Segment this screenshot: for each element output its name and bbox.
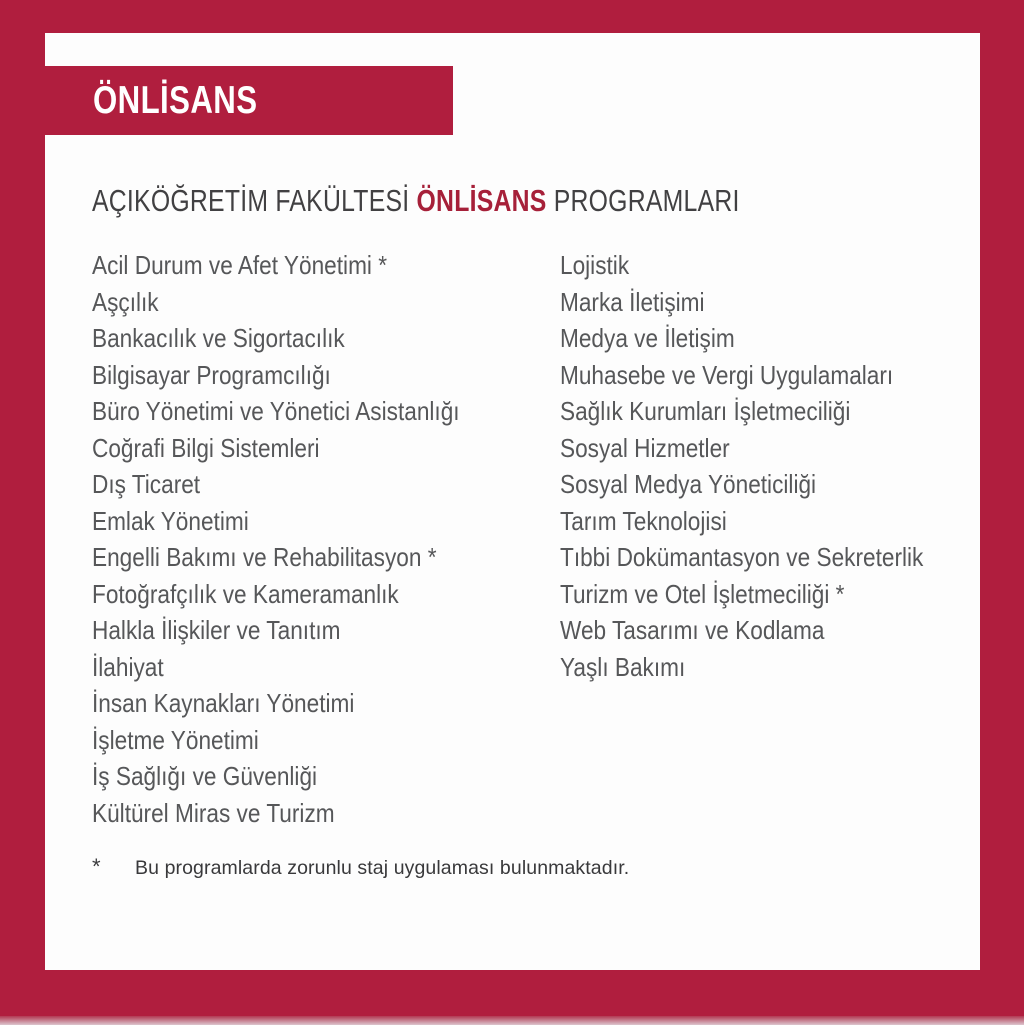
list-item: Coğrafi Bilgi Sistemleri bbox=[92, 432, 320, 463]
list-item: Acil Durum ve Afet Yönetimi * bbox=[92, 250, 388, 280]
page-title-suffix: PROGRAMLARI bbox=[546, 183, 740, 218]
footnote-asterisk: * bbox=[92, 854, 101, 879]
section-badge bbox=[45, 66, 453, 135]
list-item: Aşçılık bbox=[92, 286, 159, 317]
list-item: Yaşlı Bakımı bbox=[560, 651, 686, 682]
program-list-right bbox=[560, 247, 1024, 831]
list-item: Büro Yönetimi ve Yönetici Asistanlığı bbox=[92, 396, 460, 426]
program-list-left bbox=[92, 247, 560, 831]
list-item: Tarım Teknolojisi bbox=[560, 505, 727, 536]
program-columns bbox=[92, 247, 1024, 831]
page-title-prefix: AÇIKÖĞRETİM FAKÜLTESİ bbox=[92, 183, 417, 218]
page-title-highlight: ÖNLİSANS bbox=[416, 183, 547, 218]
list-item: Dış Ticaret bbox=[92, 469, 201, 499]
list-item: Web Tasarımı ve Kodlama bbox=[560, 615, 825, 645]
footnote-text: Bu programlarda zorunlu staj uygulaması bulunmaktadır. bbox=[135, 857, 630, 879]
list-item: İşletme Yönetimi bbox=[92, 724, 259, 755]
list-item: Tıbbi Dokümantasyon ve Sekreterlik bbox=[560, 542, 924, 572]
footnote bbox=[92, 854, 629, 880]
list-item: Muhasebe ve Vergi Uygulamaları bbox=[560, 359, 894, 390]
page-title bbox=[92, 183, 740, 219]
list-item: Engelli Bakımı ve Rehabilitasyon * bbox=[92, 542, 437, 572]
list-item: Emlak Yönetimi bbox=[92, 505, 249, 536]
list-item: Marka İletişimi bbox=[560, 286, 705, 317]
list-item: Medya ve İletişim bbox=[560, 323, 735, 353]
list-item: İş Sağlığı ve Güvenliği bbox=[92, 761, 318, 791]
list-item: Halkla İlişkiler ve Tanıtım bbox=[92, 615, 341, 645]
list-item: Lojistik bbox=[560, 250, 630, 280]
list-item: Kültürel Miras ve Turizm bbox=[92, 797, 335, 828]
list-item: Sosyal Hizmetler bbox=[560, 432, 730, 463]
list-item: İlahiyat bbox=[92, 651, 164, 682]
list-item: Sosyal Medya Yöneticiliği bbox=[560, 469, 817, 499]
list-item: Turizm ve Otel İşletmeciliği * bbox=[560, 578, 845, 609]
bottom-edge-strip bbox=[0, 1016, 1024, 1025]
list-item: Fotoğrafçılık ve Kameramanlık bbox=[92, 578, 399, 609]
section-badge-label: ÖNLİSANS bbox=[93, 78, 258, 122]
list-item: İnsan Kaynakları Yönetimi bbox=[92, 688, 355, 718]
list-item: Sağlık Kurumları İşletmeciliği bbox=[560, 396, 851, 426]
list-item: Bankacılık ve Sigortacılık bbox=[92, 323, 345, 353]
list-item: Bilgisayar Programcılığı bbox=[92, 359, 331, 390]
